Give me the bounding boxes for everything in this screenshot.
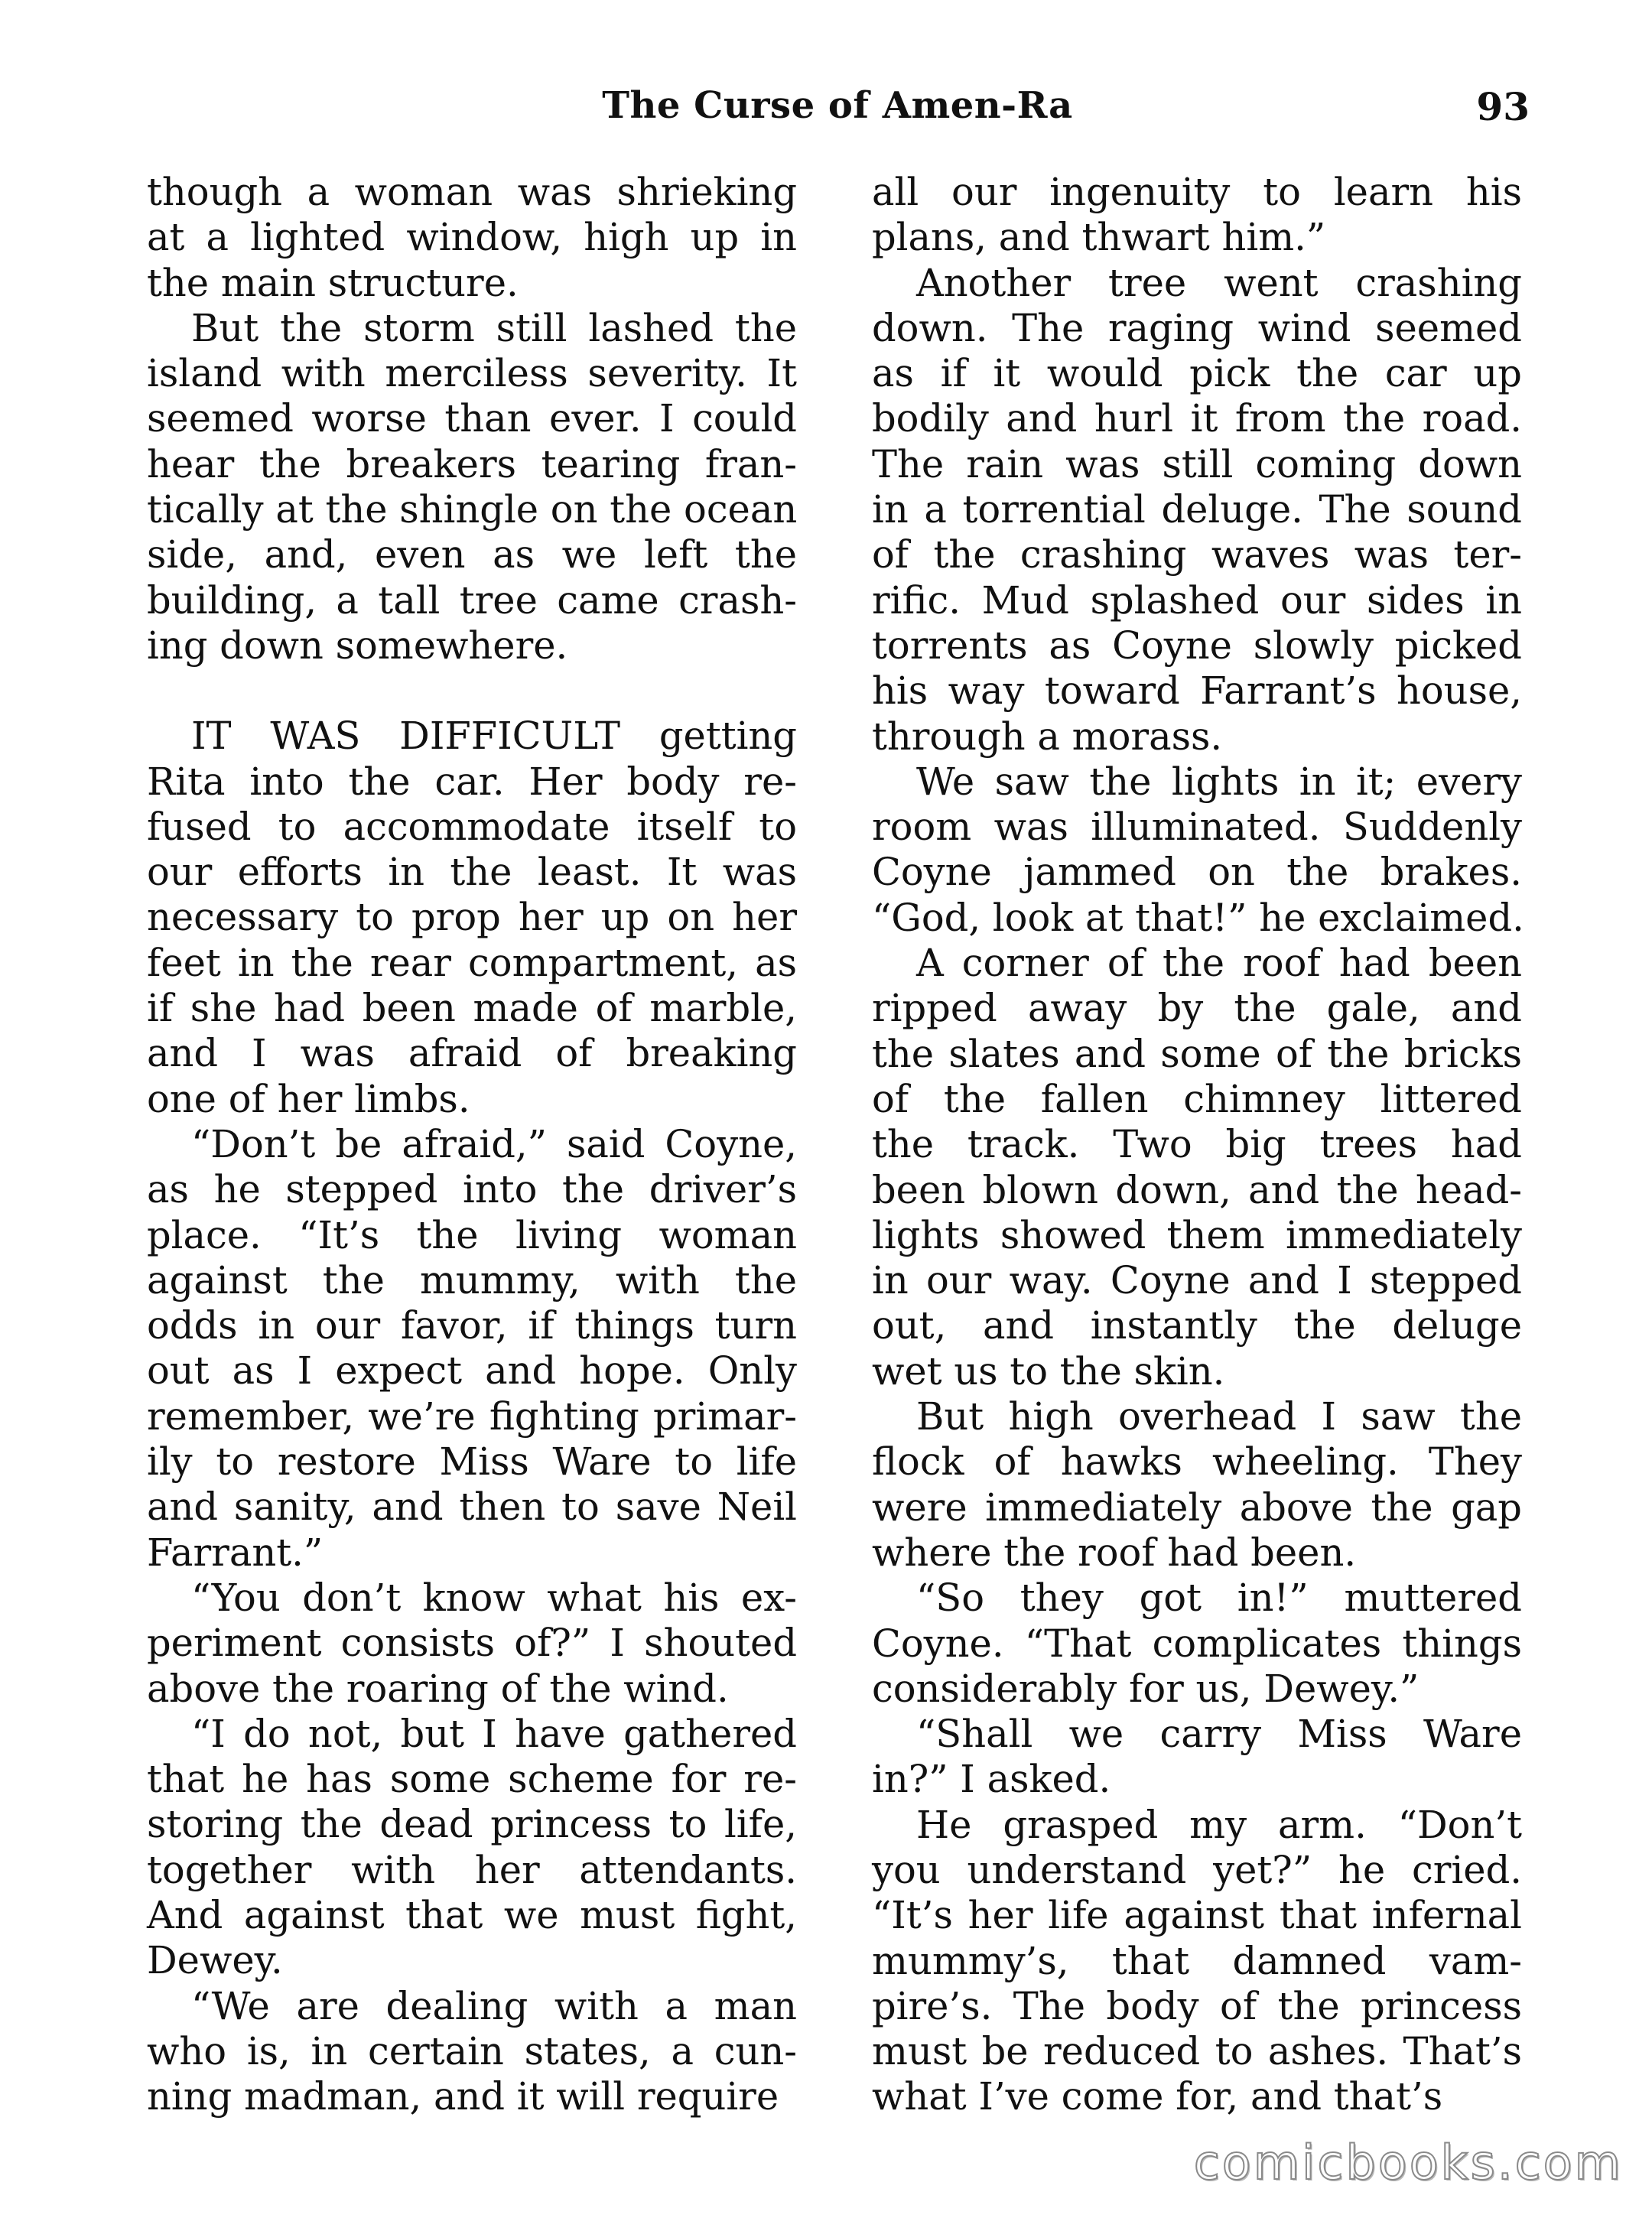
text-line: place. “It’s the living woman xyxy=(147,1212,797,1257)
watermark-logo: comicbooks.com xyxy=(1193,2135,1623,2190)
text-line: “Don’t be afraid,” said Coyne, xyxy=(191,1121,797,1166)
text-line: We saw the lights in it; every xyxy=(916,759,1522,804)
text-line: the track. Two big trees had xyxy=(872,1122,1522,1167)
text-line: flock of hawks wheeling. They xyxy=(872,1439,1522,1485)
paragraph xyxy=(147,1712,797,1984)
text-line: mummy’s, that damned vam- xyxy=(872,1938,1522,1983)
text-line: Coyne jammed on the brakes. xyxy=(872,850,1522,895)
text-line: “I do not, but I have gathered xyxy=(191,1711,797,1756)
paragraph xyxy=(147,1984,797,2120)
paragraph xyxy=(872,170,1522,261)
text-line: Farrant.” xyxy=(147,1530,324,1575)
paragraph xyxy=(147,170,797,306)
left-column xyxy=(147,170,797,2119)
paragraph xyxy=(872,1712,1522,1803)
text-line: as if it would pick the car up xyxy=(872,351,1522,396)
text-line: feet in the rear compartment, as xyxy=(147,940,797,985)
text-line: ing down somewhere. xyxy=(147,623,568,668)
text-line: But high overhead I saw the xyxy=(916,1394,1522,1439)
text-line: that he has some scheme for re- xyxy=(147,1757,797,1802)
text-line: of the crashing waves was ter- xyxy=(872,532,1522,577)
text-line: were immediately above the gap xyxy=(872,1485,1522,1530)
text-line: ily to restore Miss Ware to life xyxy=(147,1439,797,1485)
text-line: must be reduced to ashes. That’s xyxy=(872,2029,1522,2074)
text-line: bodily and hurl it from the road. xyxy=(872,396,1522,441)
text-line: Rita into the car. Her body re- xyxy=(147,759,797,804)
text-line: one of her limbs. xyxy=(147,1076,470,1121)
page-title: The Curse of Amen-Ra xyxy=(602,84,1073,127)
text-line: seemed worse than ever. I could xyxy=(147,396,797,441)
text-line: side, and, even as we left the xyxy=(147,532,797,577)
text-line: down. The raging wind seemed xyxy=(872,305,1522,350)
text-line: of the fallen chimney littered xyxy=(872,1076,1522,1121)
paragraph xyxy=(872,941,1522,1394)
text-line: The rain was still coming down xyxy=(872,441,1522,486)
right-column xyxy=(872,170,1522,2120)
text-line: necessary to prop her up on her xyxy=(147,895,797,940)
text-line: plans, and thwart him.” xyxy=(872,215,1326,260)
paragraph xyxy=(147,1122,797,1576)
text-line: considerably for us, Dewey.” xyxy=(872,1666,1419,1711)
text-line: and I was afraid of breaking xyxy=(147,1031,797,1076)
text-line: in our way. Coyne and I stepped xyxy=(872,1258,1522,1303)
text-line: room was illuminated. Suddenly xyxy=(872,805,1522,850)
text-line: the slates and some of the bricks xyxy=(872,1031,1522,1076)
text-line: Coyne. “That complicates things xyxy=(872,1621,1522,1666)
text-line: though a woman was shrieking xyxy=(147,170,797,214)
paragraph xyxy=(872,261,1522,759)
text-line: at a lighted window, high up in xyxy=(147,215,797,260)
paragraph xyxy=(872,1803,1522,2120)
text-line: He grasped my arm. “Don’t xyxy=(916,1802,1522,1847)
text-line: Another tree went crashing xyxy=(916,260,1522,305)
text-line: IT WAS DIFFICULT getting xyxy=(191,714,797,759)
section-break xyxy=(147,668,797,714)
text-line: in a torrential deluge. The sound xyxy=(872,487,1522,532)
paragraph xyxy=(147,306,797,668)
text-line: building, a tall tree came crash- xyxy=(147,577,797,623)
text-line: as he stepped into the driver’s xyxy=(147,1167,797,1212)
page-number: 93 xyxy=(1476,84,1530,129)
text-line: “You don’t know what his ex- xyxy=(191,1575,797,1620)
text-line: ning madman, and it will require xyxy=(147,2074,779,2119)
text-line: storing the dead princess to life, xyxy=(147,1802,797,1847)
text-line: above the roaring of the wind. xyxy=(147,1666,729,1711)
running-header xyxy=(145,84,1530,145)
paragraph xyxy=(147,1576,797,1712)
text-line: his way toward Farrant’s house, xyxy=(872,668,1522,714)
text-line: pire’s. The body of the princess xyxy=(872,1983,1522,2028)
text-line: in?” I asked. xyxy=(872,1757,1111,1802)
text-line: fused to accommodate itself to xyxy=(147,804,797,849)
text-line: the main structure. xyxy=(147,260,519,305)
text-line: been blown down, and the head- xyxy=(872,1167,1522,1212)
paragraph xyxy=(872,1576,1522,1712)
text-line: Dewey. xyxy=(147,1938,283,1983)
text-line: out as I expect and hope. Only xyxy=(147,1348,797,1394)
text-line: “God, look at that!” he exclaimed. xyxy=(872,895,1524,940)
text-line: all our ingenuity to learn his xyxy=(872,170,1522,214)
paragraph xyxy=(147,714,797,1122)
text-line: “Shall we carry Miss Ware xyxy=(916,1712,1522,1757)
text-line: odds in our favor, if things turn xyxy=(147,1303,797,1348)
text-line: island with merciless severity. It xyxy=(147,351,797,396)
text-line: where the roof had been. xyxy=(872,1530,1357,1575)
text-line: together with her attendants. xyxy=(147,1847,797,1892)
text-line: against the mummy, with the xyxy=(147,1257,797,1303)
paragraph xyxy=(872,759,1522,941)
text-line: rific. Mud splashed our sides in xyxy=(872,577,1522,623)
text-line: hear the breakers tearing fran- xyxy=(147,441,797,486)
text-line: lights showed them immediately xyxy=(872,1212,1522,1257)
text-line: remember, we’re fighting primar- xyxy=(147,1394,797,1439)
text-line: who is, in certain states, a cun- xyxy=(147,2028,797,2073)
text-line: A corner of the roof had been xyxy=(916,941,1522,986)
text-line: our efforts in the least. It was xyxy=(147,850,797,895)
text-line: you understand yet?” he cried. xyxy=(872,1847,1522,1892)
paragraph xyxy=(872,1394,1522,1576)
text-line: and sanity, and then to save Neil xyxy=(147,1485,797,1530)
text-line: periment consists of?” I shouted xyxy=(147,1621,797,1666)
text-line: out, and instantly the deluge xyxy=(872,1303,1522,1348)
text-line: And against that we must fight, xyxy=(147,1892,797,1937)
text-line: ripped away by the gale, and xyxy=(872,986,1522,1031)
text-line: through a morass. xyxy=(872,714,1223,759)
text-line: tically at the shingle on the ocean xyxy=(147,487,798,532)
text-line: what I’ve come for, and that’s xyxy=(872,2074,1443,2119)
text-line: wet us to the skin. xyxy=(872,1348,1225,1394)
text-line: “We are dealing with a man xyxy=(191,1983,797,2028)
text-line: torrents as Coyne slowly picked xyxy=(872,623,1522,668)
text-line: But the storm still lashed the xyxy=(191,305,797,350)
text-line: “So they got in!” muttered xyxy=(916,1576,1522,1621)
text-line: “It’s her life against that infernal xyxy=(872,1893,1522,1938)
text-line: if she had been made of marble, xyxy=(147,986,797,1031)
